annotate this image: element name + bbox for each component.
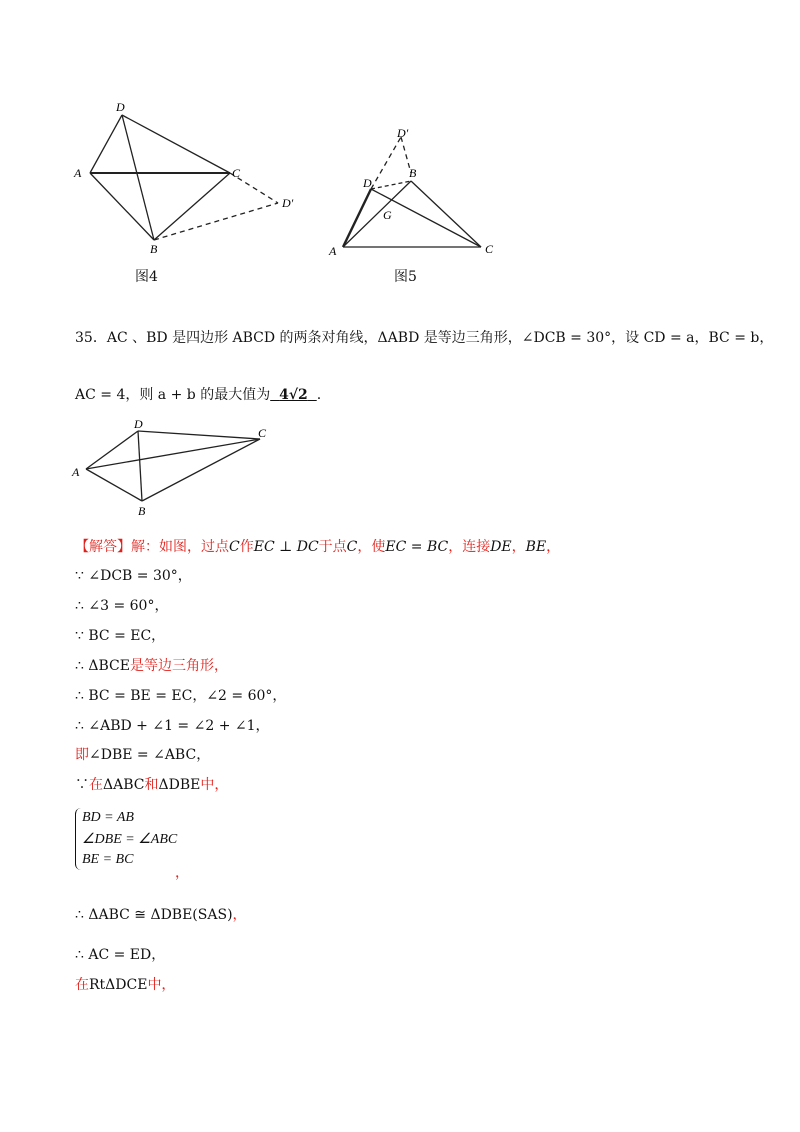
fig5-segment-AD (343, 189, 371, 247)
problem-period: . (316, 387, 322, 403)
figure-4-caption: 图4 (135, 269, 158, 285)
fig5-segment-DB (371, 181, 411, 189)
problem-line-2 (75, 385, 321, 405)
solution-step-3: ∵ BC = EC， (75, 628, 166, 644)
prob-segment-DC (138, 431, 260, 439)
fig4-label-C: C (232, 166, 241, 180)
prob-segment-AD (86, 431, 138, 469)
fig4-segment-AB (90, 173, 154, 240)
figure-5-caption: 图5 (394, 269, 417, 285)
prob-segment-DB (138, 431, 142, 501)
figure-4-diagram (70, 95, 310, 265)
solution-step-5: ∴ BC = BE = EC，∠2 = 60°， (75, 688, 287, 704)
solution-step-8a: ∵ (75, 777, 89, 793)
solution-step-11 (75, 975, 175, 995)
solution-step-2: ∴ ∠3 = 60°， (75, 598, 169, 614)
fig5-segment-ADp (371, 137, 401, 189)
fig5-label-B: B (409, 166, 417, 180)
solution-intro-i: ，连接 (448, 539, 491, 555)
solution-intro-d: EC ⊥ DC (253, 539, 319, 555)
solution-intro-h: EC = BC (385, 539, 449, 555)
fig4-segment-DB (122, 115, 154, 240)
solution-step-8 (75, 775, 228, 795)
solution-step-8d: 和 (144, 777, 159, 793)
solution-step-7 (75, 745, 210, 765)
fig4-segment-DC (122, 115, 230, 173)
solution-step-9-text: ∴ ΔABC ≅ ΔDBE(SAS) (75, 907, 233, 923)
solution-intro-l: BE (525, 539, 547, 555)
solution-step-11c: 中， (147, 977, 176, 993)
prob-segment-AC (86, 439, 260, 469)
fig5-label-C: C (485, 242, 494, 256)
fig5-segment-AB (343, 181, 411, 247)
solution-step-9-comma: ， (232, 907, 247, 923)
fig5-segment-BC (411, 181, 481, 247)
solution-step-8b: 在 (89, 777, 103, 793)
solution-step-8c: ΔABC (103, 777, 145, 793)
solution-step-4 (75, 656, 228, 676)
fig5-label-A: A (329, 244, 337, 258)
fig4-segment-BDp (154, 203, 278, 240)
prob-segment-AB (86, 469, 142, 501)
solution-intro-a: 解：如图，过点 (131, 539, 229, 555)
prob-label-A: A (72, 465, 80, 479)
solution-step-8e: ΔDBE (158, 777, 201, 793)
system-comma: ， (175, 865, 189, 881)
fig4-segment-AD (90, 115, 122, 173)
fig4-label-B: B (150, 242, 158, 256)
solution-intro-c: 作 (239, 539, 254, 555)
prob-label-D: D (134, 417, 143, 431)
problem-diagram (70, 415, 290, 520)
solution-step-11a: 在 (75, 977, 89, 993)
solution-intro-g: ，使 (357, 539, 386, 555)
solution-step-4b: 是等边三角形， (129, 658, 228, 674)
system-eq-3: BE = BC (82, 852, 134, 867)
fig4-label-A: A (74, 166, 82, 180)
solution-tag: 【解答】 (75, 539, 131, 555)
system-eq-2: ∠DBE = ∠ABC (82, 832, 178, 847)
solution-intro-f: C (346, 539, 358, 555)
solution-step-8f: 中， (200, 777, 229, 793)
fig4-label-D: D (116, 100, 125, 114)
prob-segment-BC (142, 439, 260, 501)
problem-text-2: AC = 4，则 a + b 的最大值为 (75, 387, 271, 403)
solution-step-6: ∴ ∠ABD + ∠1 = ∠2 + ∠1， (75, 718, 270, 734)
solution-step-7b: ∠DBE = ∠ABC， (89, 747, 211, 763)
solution-step-10: ∴ AC = ED， (75, 947, 166, 963)
solution-step-1: ∵ ∠DCB = 30°， (75, 568, 192, 584)
problem-answer: 4√2 (279, 387, 308, 403)
problem-number: 35． (75, 330, 107, 346)
problem-line-1 (75, 328, 773, 348)
figure-5-diagram (325, 125, 505, 265)
solution-intro-b: C (229, 539, 240, 555)
fig5-label-G: G (383, 208, 392, 222)
solution-intro-m: ， (546, 539, 561, 555)
fig5-label-D: D (363, 176, 372, 190)
solution-step-4a: ∴ ΔBCE (75, 658, 130, 674)
solution-step-9 (75, 905, 247, 925)
system-eq-1: BD = AB (82, 810, 134, 825)
problem-text-1: AC 、BD 是四边形 ABCD 的两条对角线，ΔABD 是等边三角形，∠DCB = 30°，设 CD = a，BC = b， (106, 330, 774, 346)
solution-intro-k: ， (511, 539, 526, 555)
solution-step-7a: 即 (75, 747, 89, 763)
fig5-label-Dp: D′ (397, 126, 409, 140)
fig4-segment-BC (154, 173, 230, 240)
solution-step-11b: RtΔDCE (89, 977, 148, 993)
solution-intro-e: 于点 (318, 539, 347, 555)
solution-intro (75, 537, 560, 557)
fig4-label-Dp: D′ (282, 196, 294, 210)
solution-intro-j: DE (490, 539, 512, 555)
prob-label-C: C (258, 426, 267, 440)
prob-label-B: B (138, 504, 146, 518)
